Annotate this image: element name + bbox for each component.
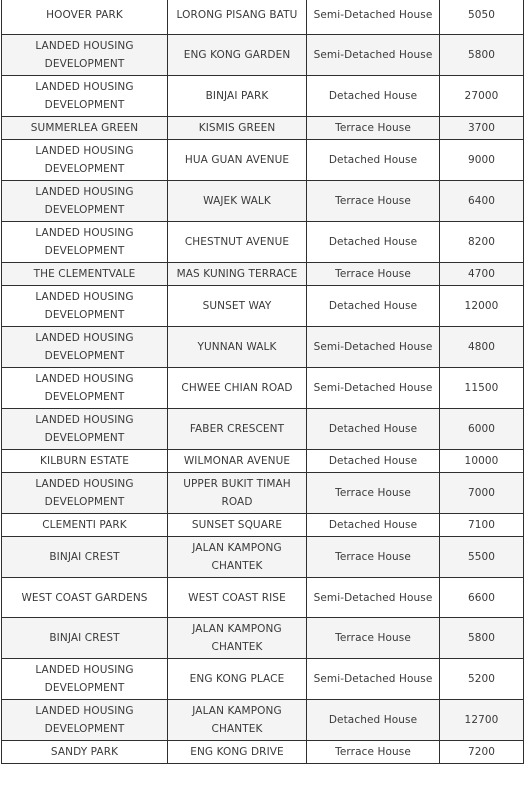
- development-name-cell: LANDED HOUSING DEVELOPMENT: [2, 222, 168, 263]
- property-type-cell: Detached House: [307, 450, 440, 473]
- price-cell: 5050: [440, 0, 524, 35]
- table-row: [2, 514, 524, 537]
- development-name-cell: LANDED HOUSING DEVELOPMENT: [2, 140, 168, 181]
- development-name-cell: BINJAI CREST: [2, 618, 168, 659]
- street-cell: WAJEK WALK: [168, 181, 307, 222]
- street-cell: YUNNAN WALK: [168, 327, 307, 368]
- street-cell: SUNSET WAY: [168, 286, 307, 327]
- development-name-cell: LANDED HOUSING DEVELOPMENT: [2, 286, 168, 327]
- table-row: [2, 537, 524, 578]
- table-row: [2, 327, 524, 368]
- development-name-cell: SUMMERLEA GREEN: [2, 117, 168, 140]
- development-name-cell: CLEMENTI PARK: [2, 514, 168, 537]
- street-cell: KISMIS GREEN: [168, 117, 307, 140]
- property-type-cell: Terrace House: [307, 181, 440, 222]
- price-cell: 9000: [440, 140, 524, 181]
- property-type-cell: Semi-Detached House: [307, 368, 440, 409]
- table-row: [2, 700, 524, 741]
- development-name-cell: LANDED HOUSING DEVELOPMENT: [2, 76, 168, 117]
- property-type-cell: Detached House: [307, 140, 440, 181]
- street-cell: JALAN KAMPONG CHANTEK: [168, 618, 307, 659]
- table-row: [2, 368, 524, 409]
- price-cell: 11500: [440, 368, 524, 409]
- table-row: [2, 450, 524, 473]
- street-cell: BINJAI PARK: [168, 76, 307, 117]
- price-cell: 3700: [440, 117, 524, 140]
- property-type-cell: Terrace House: [307, 473, 440, 514]
- table-row: [2, 181, 524, 222]
- street-cell: JALAN KAMPONG CHANTEK: [168, 537, 307, 578]
- street-cell: HUA GUAN AVENUE: [168, 140, 307, 181]
- property-type-cell: Detached House: [307, 700, 440, 741]
- price-cell: 5800: [440, 618, 524, 659]
- street-cell: ENG KONG DRIVE: [168, 741, 307, 764]
- property-type-cell: Detached House: [307, 409, 440, 450]
- property-type-cell: Detached House: [307, 514, 440, 537]
- property-type-cell: Semi-Detached House: [307, 0, 440, 35]
- table-row: [2, 578, 524, 618]
- price-cell: 4800: [440, 327, 524, 368]
- table-row: [2, 473, 524, 514]
- price-cell: 4700: [440, 263, 524, 286]
- price-cell: 12700: [440, 700, 524, 741]
- property-type-cell: Semi-Detached House: [307, 659, 440, 700]
- development-name-cell: LANDED HOUSING DEVELOPMENT: [2, 35, 168, 76]
- street-cell: WILMONAR AVENUE: [168, 450, 307, 473]
- property-type-cell: Terrace House: [307, 263, 440, 286]
- price-cell: 10000: [440, 450, 524, 473]
- street-cell: ENG KONG PLACE: [168, 659, 307, 700]
- table-row: [2, 618, 524, 659]
- table-row: [2, 35, 524, 76]
- property-type-cell: Semi-Detached House: [307, 327, 440, 368]
- street-cell: LORONG PISANG BATU: [168, 0, 307, 35]
- price-cell: 6000: [440, 409, 524, 450]
- price-cell: 12000: [440, 286, 524, 327]
- property-type-cell: Terrace House: [307, 618, 440, 659]
- development-name-cell: BINJAI CREST: [2, 537, 168, 578]
- development-name-cell: WEST COAST GARDENS: [2, 578, 168, 618]
- table-row: [2, 286, 524, 327]
- property-type-cell: Semi-Detached House: [307, 578, 440, 618]
- table-row: [2, 263, 524, 286]
- price-cell: 7100: [440, 514, 524, 537]
- property-type-cell: Semi-Detached House: [307, 35, 440, 76]
- table-row: [2, 140, 524, 181]
- street-cell: MAS KUNING TERRACE: [168, 263, 307, 286]
- property-table-body: [2, 0, 524, 764]
- table-row: [2, 409, 524, 450]
- development-name-cell: LANDED HOUSING DEVELOPMENT: [2, 700, 168, 741]
- table-row: [2, 222, 524, 263]
- street-cell: UPPER BUKIT TIMAH ROAD: [168, 473, 307, 514]
- property-type-cell: Detached House: [307, 76, 440, 117]
- street-cell: SUNSET SQUARE: [168, 514, 307, 537]
- price-cell: 5200: [440, 659, 524, 700]
- price-cell: 5500: [440, 537, 524, 578]
- street-cell: FABER CRESCENT: [168, 409, 307, 450]
- development-name-cell: THE CLEMENTVALE: [2, 263, 168, 286]
- property-type-cell: Detached House: [307, 222, 440, 263]
- table-row: [2, 659, 524, 700]
- street-cell: ENG KONG GARDEN: [168, 35, 307, 76]
- street-cell: CHESTNUT AVENUE: [168, 222, 307, 263]
- price-cell: 8200: [440, 222, 524, 263]
- table-row: [2, 76, 524, 117]
- development-name-cell: LANDED HOUSING DEVELOPMENT: [2, 659, 168, 700]
- price-cell: 27000: [440, 76, 524, 117]
- price-cell: 7200: [440, 741, 524, 764]
- development-name-cell: LANDED HOUSING DEVELOPMENT: [2, 409, 168, 450]
- property-type-cell: Detached House: [307, 286, 440, 327]
- price-cell: 5800: [440, 35, 524, 76]
- price-cell: 6400: [440, 181, 524, 222]
- development-name-cell: SANDY PARK: [2, 741, 168, 764]
- development-name-cell: HOOVER PARK: [2, 0, 168, 35]
- price-cell: 7000: [440, 473, 524, 514]
- property-table: [1, 0, 524, 764]
- table-row: [2, 0, 524, 35]
- property-type-cell: Terrace House: [307, 537, 440, 578]
- development-name-cell: KILBURN ESTATE: [2, 450, 168, 473]
- development-name-cell: LANDED HOUSING DEVELOPMENT: [2, 327, 168, 368]
- street-cell: WEST COAST RISE: [168, 578, 307, 618]
- bottom-fade: [0, 786, 525, 800]
- development-name-cell: LANDED HOUSING DEVELOPMENT: [2, 473, 168, 514]
- property-type-cell: Terrace House: [307, 117, 440, 140]
- property-type-cell: Terrace House: [307, 741, 440, 764]
- street-cell: JALAN KAMPONG CHANTEK: [168, 700, 307, 741]
- development-name-cell: LANDED HOUSING DEVELOPMENT: [2, 181, 168, 222]
- table-row: [2, 117, 524, 140]
- street-cell: CHWEE CHIAN ROAD: [168, 368, 307, 409]
- price-cell: 6600: [440, 578, 524, 618]
- table-row: [2, 741, 524, 764]
- development-name-cell: LANDED HOUSING DEVELOPMENT: [2, 368, 168, 409]
